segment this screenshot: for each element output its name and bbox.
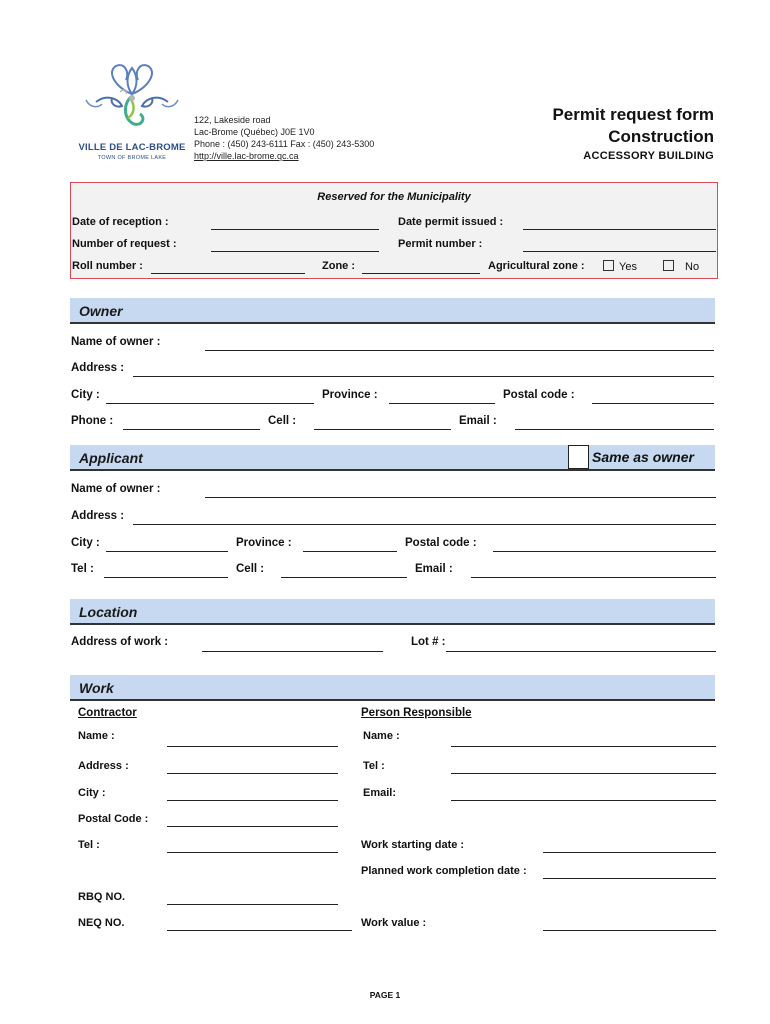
applicant-tel-field[interactable] [104,577,228,578]
neq-label: NEQ NO. [78,917,125,929]
location-section-title: Location [79,604,138,620]
date-reception-field[interactable] [211,229,379,230]
start-date-field[interactable] [543,852,716,853]
responsible-tel-field[interactable] [451,773,716,774]
request-number-label: Number of request : [72,238,177,250]
logo-title: VILLE DE LAC-BROME [78,142,186,153]
completion-date-label: Planned work completion date : [361,865,527,877]
owner-province-field[interactable] [389,403,495,404]
applicant-name-label: Name of owner : [71,483,161,495]
contractor-postal-label: Postal Code : [78,813,149,825]
no-checkbox[interactable] [663,260,674,271]
agri-zone-label: Agricultural zone : [488,260,585,272]
logo-subtitle: TOWN OF BROME LAKE [97,155,167,161]
date-issued-label: Date permit issued : [398,216,504,228]
applicant-city-field[interactable] [106,551,228,552]
contractor-name-label: Name : [78,730,115,742]
owner-phone-field[interactable] [123,429,260,430]
permit-number-field[interactable] [523,251,716,252]
contractor-city-label: City : [78,787,106,799]
roll-number-label: Roll number : [72,260,143,272]
contractor-city-field[interactable] [167,800,338,801]
work-section-header [70,675,715,701]
neq-field[interactable] [167,930,352,931]
responsible-email-field[interactable] [451,800,716,801]
work-value-label: Work value : [361,917,427,929]
owner-postal-field[interactable] [592,403,714,404]
request-number-field[interactable] [211,251,379,252]
person-responsible-heading: Person Responsible [361,707,472,719]
applicant-section-title: Applicant [79,450,143,466]
work-address-field[interactable] [202,651,383,652]
owner-postal-label: Postal code : [503,389,575,401]
zone-label: Zone : [322,260,355,272]
same-as-owner-checkbox[interactable] [568,445,589,469]
agri-yes-option[interactable] [603,260,637,273]
work-address-label: Address of work : [71,636,169,648]
municipality-heading: Reserved for the Municipality [317,191,471,203]
lot-field[interactable] [446,651,716,652]
owner-cell-field[interactable] [314,429,451,430]
contractor-tel-label: Tel : [78,839,100,851]
owner-province-label: Province : [322,389,378,401]
responsible-tel-label: Tel : [363,760,385,772]
rbq-label: RBQ NO. [78,891,126,903]
form-title-line3: ACCESSORY BUILDING [583,150,714,162]
responsible-name-label: Name : [363,730,400,742]
yes-checkbox[interactable] [603,260,614,271]
owner-name-label: Name of owner : [71,336,161,348]
applicant-name-field[interactable] [205,497,716,498]
applicant-province-field[interactable] [303,551,397,552]
owner-city-label: City : [71,389,100,401]
applicant-postal-label: Postal code : [405,537,477,549]
owner-section-title: Owner [79,303,123,319]
applicant-email-field[interactable] [471,577,716,578]
form-title-line2: Construction [608,127,714,146]
applicant-email-label: Email : [415,563,453,575]
owner-section-header [70,298,715,324]
completion-date-field[interactable] [543,878,716,879]
owner-phone-label: Phone : [71,415,114,427]
form-title [552,104,714,162]
no-label: No [685,261,700,273]
contractor-heading: Contractor [78,707,137,719]
contractor-address-label: Address : [78,760,129,772]
lot-label: Lot # : [411,636,446,648]
location-section-header [70,599,715,625]
form-title-line1: Permit request form [552,105,714,124]
applicant-cell-field[interactable] [281,577,407,578]
municipality-address [194,114,374,162]
owner-cell-label: Cell : [268,415,297,427]
work-value-field[interactable] [543,930,716,931]
applicant-address-field[interactable] [133,524,716,525]
same-as-owner-label: Same as owner [592,449,694,465]
contractor-address-field[interactable] [167,773,338,774]
zone-field[interactable] [362,273,480,274]
page-number: PAGE 1 [369,990,401,1000]
date-reception-label: Date of reception : [72,216,169,228]
owner-email-field[interactable] [515,429,714,430]
start-date-label: Work starting date : [361,839,465,851]
date-issued-field[interactable] [523,229,716,230]
yes-label: Yes [619,261,637,273]
owner-address-field[interactable] [133,376,714,377]
address-line: 122, Lakeside road [194,115,271,125]
applicant-province-label: Province : [236,537,292,549]
contractor-name-field[interactable] [167,746,338,747]
roll-number-field[interactable] [151,273,305,274]
contractor-postal-field[interactable] [167,826,338,827]
permit-number-label: Permit number : [398,238,483,250]
responsible-email-label: Email: [363,787,397,799]
municipality-reserved-box [70,182,718,279]
address-line: Lac-Brome (Québec) J0E 1V0 [194,127,315,137]
owner-address-label: Address : [71,362,125,374]
applicant-postal-field[interactable] [493,551,716,552]
applicant-tel-label: Tel : [71,563,94,575]
contractor-tel-field[interactable] [167,852,338,853]
owner-city-field[interactable] [106,403,314,404]
fleur-de-lis-logo-icon [76,58,188,142]
applicant-cell-label: Cell : [236,563,265,575]
rbq-field[interactable] [167,904,338,905]
address-line: Phone : (450) 243-6111 Fax : (450) 243-5300 [194,139,375,149]
municipality-logo [76,58,188,166]
work-section-title: Work [79,680,114,696]
owner-email-label: Email : [459,415,497,427]
applicant-city-label: City : [71,537,100,549]
agri-no-option[interactable] [663,260,699,273]
owner-name-field[interactable] [205,350,714,351]
applicant-address-label: Address : [71,510,125,522]
responsible-name-field[interactable] [451,746,716,747]
website-link[interactable]: http://ville.lac-brome.qc.ca [194,151,299,161]
